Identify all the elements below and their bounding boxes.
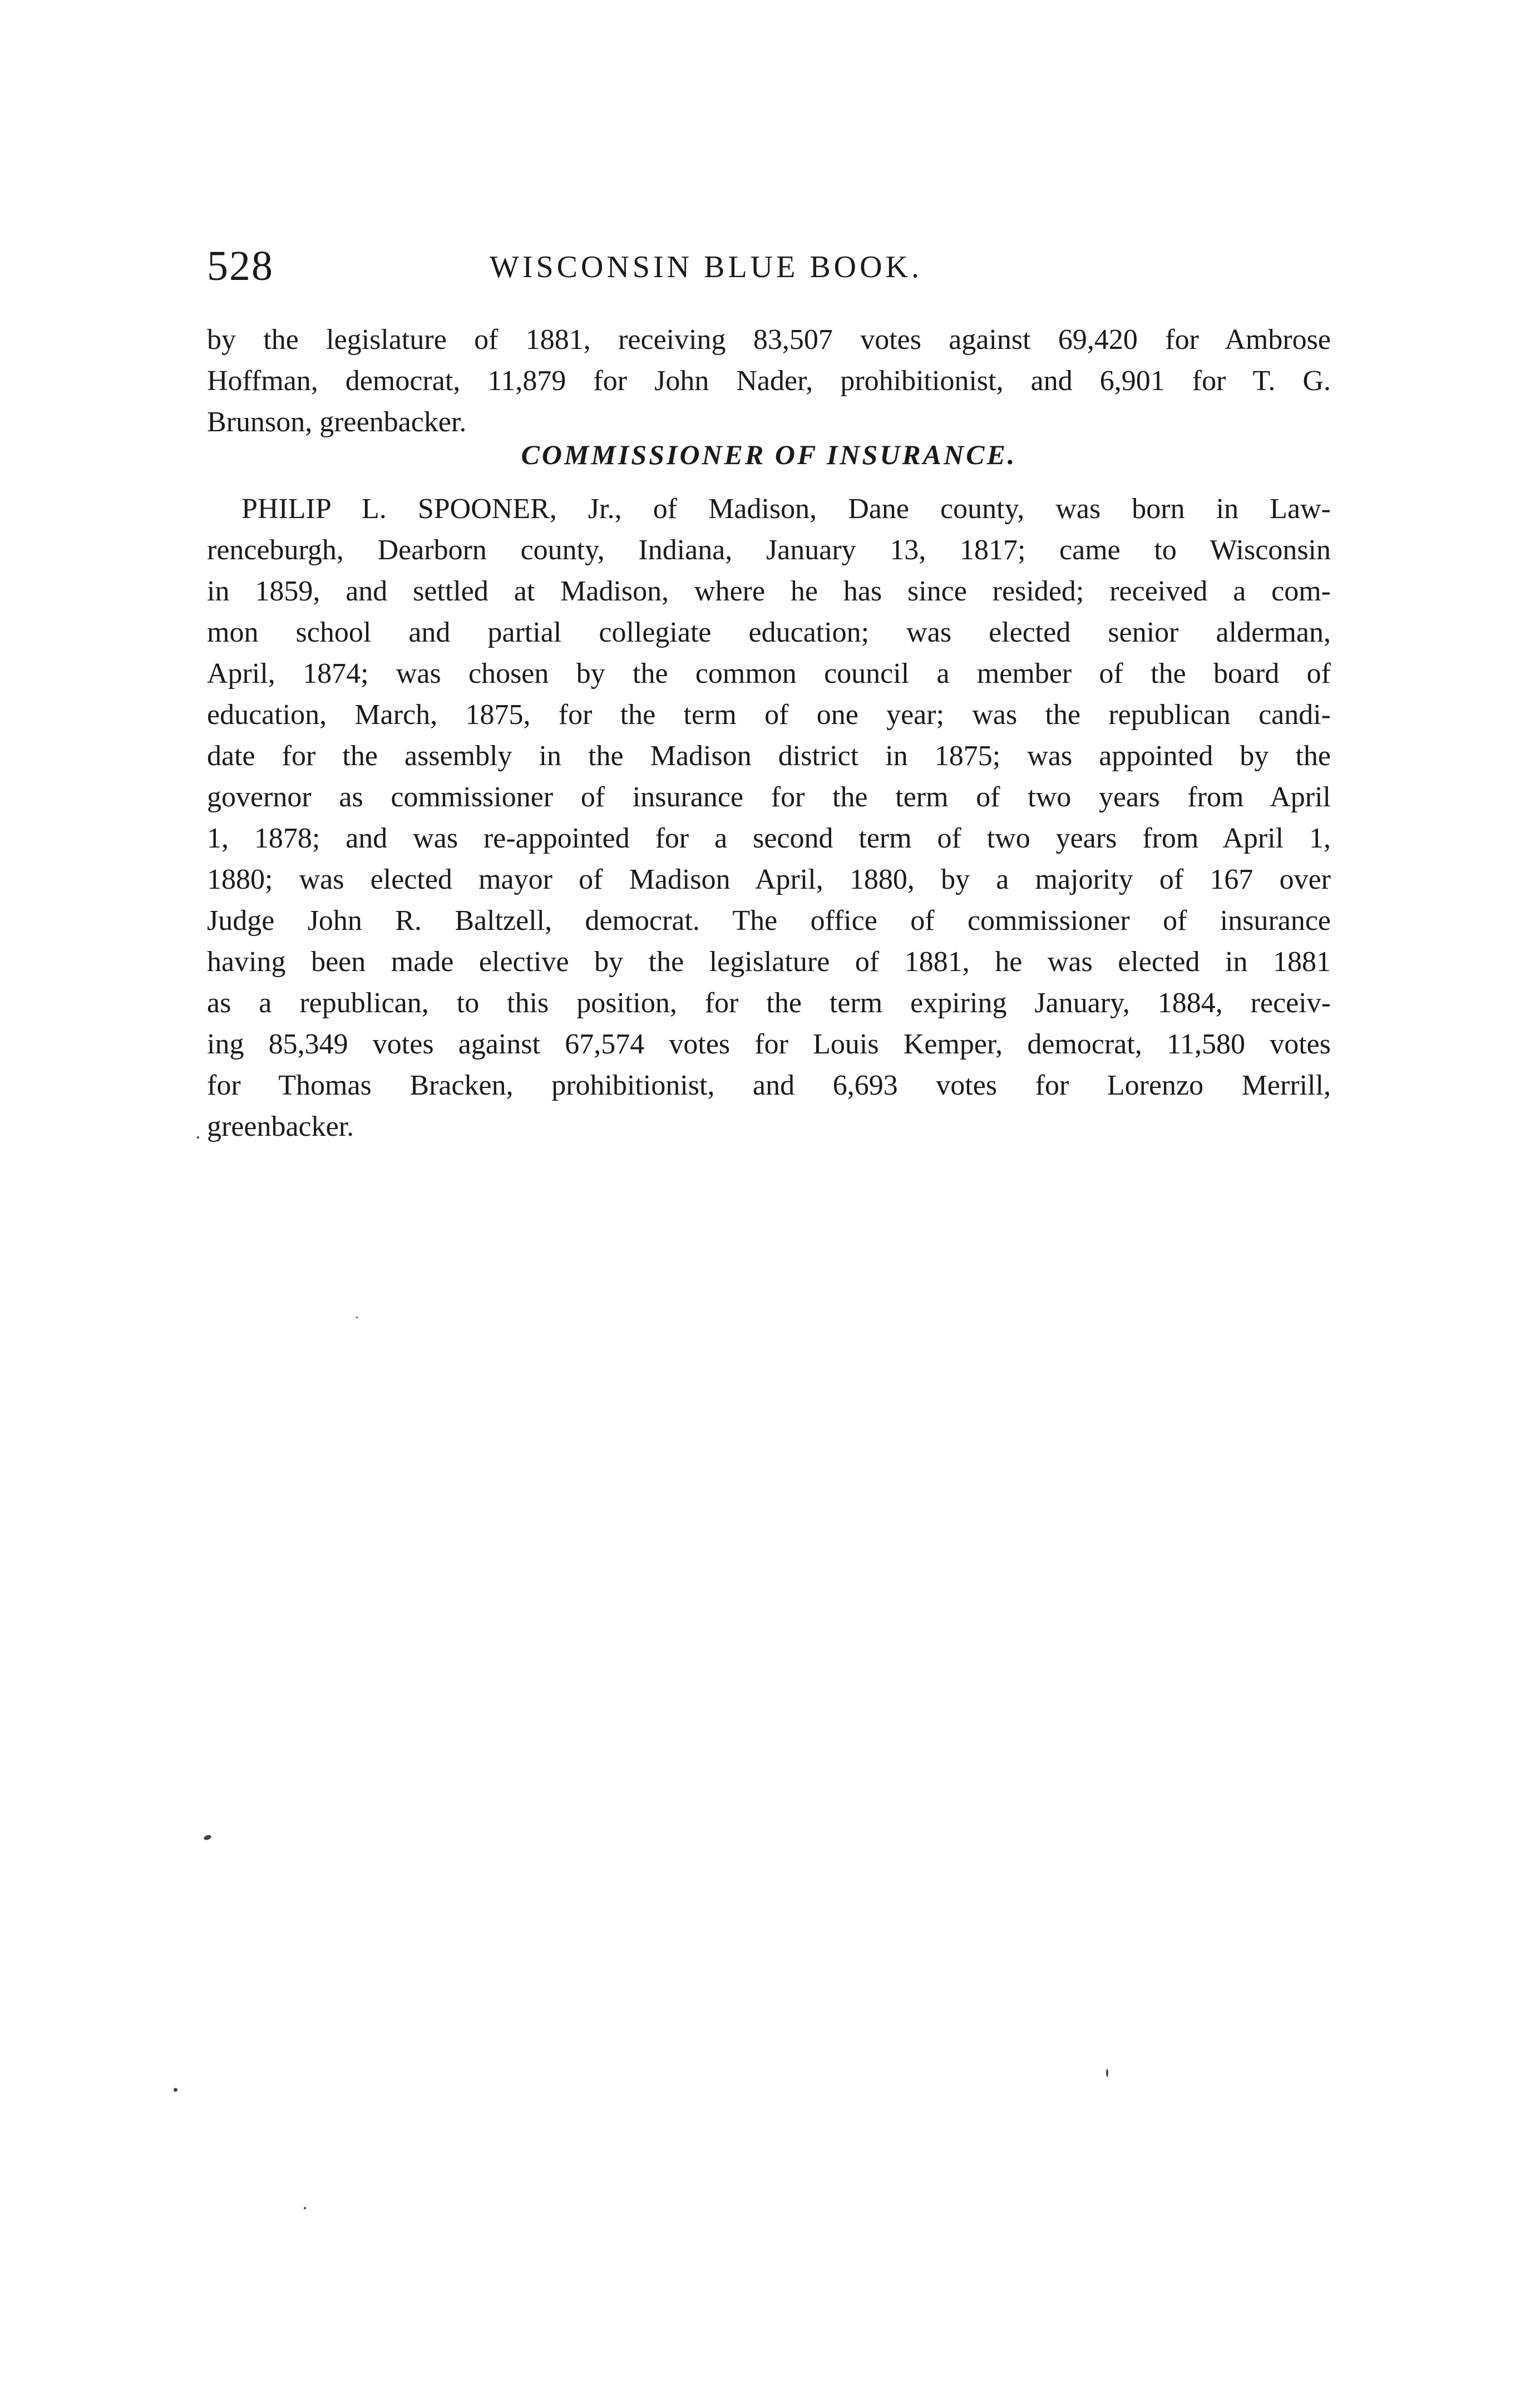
paper-speck [356,1317,358,1318]
page-number: 528 [207,243,274,289]
text-line: 1, 1878; and was re-appointed for a second term of two years from April 1, [207,822,1331,854]
text-line: as a republican, to this position, for the term expiring January, 1884, receiv- [207,987,1331,1019]
text-line: by the legislature of 1881, receiving 83,507 votes against 69,420 for Ambrose [207,324,1331,356]
running-head: WISCONSIN BLUE BOOK. [490,250,922,284]
text-line: education, March, 1875, for the term of one year; was the republican candi- [207,699,1331,731]
text-line: renceburgh, Dearborn county, Indiana, January 13, 1817; came to Wisconsin [207,534,1331,566]
text-line: Hoffman, democrat, 11,879 for John Nader, prohibitionist, and 6,901 for T. G. [207,365,1331,397]
paper-speck [304,2207,306,2209]
text-line: greenbacker. [207,1111,354,1142]
text-line: date for the assembly in the Madison district in 1875; was appointed by the [207,740,1331,772]
paper-speck [197,1136,199,1139]
intro-paragraph [207,319,1331,443]
text-line: having been made elective by the legislature of 1881, he was elected in 1881 [207,946,1331,978]
text-line: 1880; was elected mayor of Madison April, 1880, by a majority of 167 over [207,864,1331,895]
paper-speck [203,1834,212,1841]
biography-paragraph [207,489,1331,1147]
text-line: for Thomas Bracken, prohibitionist, and 6,693 votes for Lorenzo Merrill, [207,1070,1331,1101]
text-line: governor as commissioner of insurance for the term of two years from April [207,781,1331,813]
text-line: mon school and partial collegiate education; was elected senior alderman, [207,617,1331,648]
text-line: April, 1874; was chosen by the common council a member of the board of [207,658,1331,689]
text-line: in 1859, and settled at Madison, where he has since resided; received a com- [207,575,1331,607]
text-line: PHILIP L. SPOONER, Jr., of Madison, Dane county, was born in Law- [241,493,1331,525]
section-heading: COMMISSIONER OF INSURANCE. [521,439,1017,470]
text-line: Brunson, greenbacker. [207,406,467,438]
paper-speck [1106,2069,1108,2077]
paper-speck [174,2088,177,2092]
text-line: ing 85,349 votes against 67,574 votes for Louis Kemper, democrat, 11,580 votes [207,1028,1331,1060]
text-line: Judge John R. Baltzell, democrat. The office of commissioner of insurance [207,905,1331,937]
